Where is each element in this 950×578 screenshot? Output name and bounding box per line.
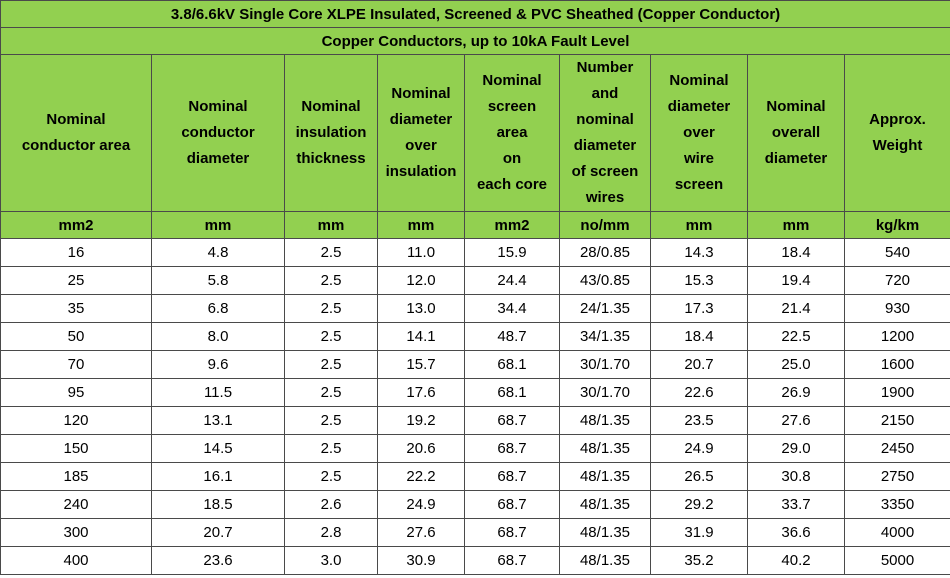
table-cell: 68.7 [465, 435, 560, 463]
table-cell: 20.7 [651, 351, 748, 379]
column-header-line: Nominal [188, 98, 248, 115]
table-cell: 4000 [845, 519, 950, 547]
unit-cell: mm [378, 212, 465, 239]
unit-cell: mm [651, 212, 748, 239]
table-cell: 3.0 [285, 547, 378, 575]
table-cell: 930 [845, 295, 950, 323]
unit-cell: mm [285, 212, 378, 239]
table-cell: 8.0 [152, 323, 285, 351]
table-cell: 2.5 [285, 239, 378, 267]
table-cell: 14.5 [152, 435, 285, 463]
table-cell: 13.1 [152, 407, 285, 435]
table-cell: 19.2 [378, 407, 465, 435]
table-title: 3.8/6.6kV Single Core XLPE Insulated, Screened & PVC Sheathed (Copper Conductor) [1, 1, 950, 28]
table-cell: 26.9 [748, 379, 845, 407]
table-cell: 1900 [845, 379, 950, 407]
column-header-line: Nominal [766, 98, 826, 115]
column-header-line: each core [476, 176, 548, 193]
column-header-line: Nominal [46, 111, 106, 128]
table-cell: 24.4 [465, 267, 560, 295]
column-header [152, 55, 285, 212]
table-cell: 15.7 [378, 351, 465, 379]
table-cell: 15.3 [651, 267, 748, 295]
table-cell: 34/1.35 [560, 323, 651, 351]
table-cell: 68.7 [465, 463, 560, 491]
table-cell: 30.8 [748, 463, 845, 491]
table-cell: 30/1.70 [560, 351, 651, 379]
table-cell: 18.5 [152, 491, 285, 519]
table-cell: 68.7 [465, 491, 560, 519]
column-header-line: area [496, 124, 528, 141]
table-row [1, 351, 950, 379]
column-header [560, 55, 651, 212]
table-cell: 17.3 [651, 295, 748, 323]
table-cell: 48/1.35 [560, 435, 651, 463]
table-cell: 540 [845, 239, 950, 267]
column-header-row [1, 55, 950, 212]
table-cell: 5.8 [152, 267, 285, 295]
table-cell: 2.5 [285, 295, 378, 323]
table-cell: 13.0 [378, 295, 465, 323]
table-cell: 120 [1, 407, 152, 435]
unit-cell: kg/km [845, 212, 950, 239]
table-cell: 1600 [845, 351, 950, 379]
table-cell: 16 [1, 239, 152, 267]
column-header [285, 55, 378, 212]
column-header-line: Nominal [391, 85, 451, 102]
table-cell: 2750 [845, 463, 950, 491]
table-cell: 27.6 [378, 519, 465, 547]
table-cell: 68.7 [465, 407, 560, 435]
table-cell: 29.0 [748, 435, 845, 463]
table-cell: 2.5 [285, 267, 378, 295]
table-cell: 2.5 [285, 463, 378, 491]
table-cell: 14.1 [378, 323, 465, 351]
column-header-line: diameter [764, 150, 828, 167]
column-header-line: screen [487, 98, 537, 115]
column-header-line: Approx. [869, 111, 926, 128]
table-row [1, 435, 950, 463]
table-row [1, 323, 950, 351]
column-header-line: over [683, 124, 715, 141]
table-cell: 20.6 [378, 435, 465, 463]
table-row [1, 463, 950, 491]
table-cell: 1200 [845, 323, 950, 351]
table-cell: 11.0 [378, 239, 465, 267]
table-subtitle: Copper Conductors, up to 10kA Fault Level [1, 28, 950, 55]
unit-row [1, 212, 950, 239]
table-cell: 48/1.35 [560, 407, 651, 435]
table-cell: 30.9 [378, 547, 465, 575]
table-cell: 18.4 [748, 239, 845, 267]
unit-cell: mm2 [465, 212, 560, 239]
column-header-line: Number [576, 59, 634, 76]
table-cell: 40.2 [748, 547, 845, 575]
column-header-line: diameter [667, 98, 731, 115]
table-cell: 300 [1, 519, 152, 547]
column-header [378, 55, 465, 212]
table-cell: 95 [1, 379, 152, 407]
table-row [1, 491, 950, 519]
column-header-line: over [405, 137, 437, 154]
table-row [1, 379, 950, 407]
table-cell: 70 [1, 351, 152, 379]
column-header [748, 55, 845, 212]
table-row [1, 547, 950, 575]
table-cell: 240 [1, 491, 152, 519]
column-header-line: diameter [573, 137, 637, 154]
table-row [1, 295, 950, 323]
column-header-line: insulation [385, 163, 457, 180]
table-cell: 23.6 [152, 547, 285, 575]
unit-cell: mm2 [1, 212, 152, 239]
table-cell: 15.9 [465, 239, 560, 267]
column-header-line: wires [585, 189, 625, 206]
table-cell: 2.5 [285, 435, 378, 463]
column-header [1, 55, 152, 212]
column-header-line: diameter [186, 150, 250, 167]
column-header-line: wire [683, 150, 714, 167]
table-cell: 5000 [845, 547, 950, 575]
table-cell: 33.7 [748, 491, 845, 519]
column-header-line: Weight [872, 137, 923, 154]
table-cell: 35.2 [651, 547, 748, 575]
table-cell: 24/1.35 [560, 295, 651, 323]
column-header-line: Nominal [301, 98, 361, 115]
column-header-line: of screen [571, 163, 639, 180]
table-cell: 25.0 [748, 351, 845, 379]
table-cell: 2.8 [285, 519, 378, 547]
table-cell: 9.6 [152, 351, 285, 379]
table-cell: 16.1 [152, 463, 285, 491]
table-cell: 150 [1, 435, 152, 463]
table-cell: 3350 [845, 491, 950, 519]
table-cell: 36.6 [748, 519, 845, 547]
column-header-line: overall [771, 124, 821, 141]
table-cell: 48/1.35 [560, 463, 651, 491]
column-header-line: conductor area [21, 137, 131, 154]
table-cell: 17.6 [378, 379, 465, 407]
table-cell: 24.9 [651, 435, 748, 463]
table-cell: 22.6 [651, 379, 748, 407]
table-cell: 20.7 [152, 519, 285, 547]
column-header [651, 55, 748, 212]
table-row [1, 519, 950, 547]
table-cell: 68.7 [465, 519, 560, 547]
table-cell: 29.2 [651, 491, 748, 519]
table-cell: 400 [1, 547, 152, 575]
table-cell: 68.1 [465, 351, 560, 379]
column-header-line: thickness [296, 150, 366, 167]
table-cell: 2150 [845, 407, 950, 435]
column-header-line: and [591, 85, 619, 102]
table-cell: 48.7 [465, 323, 560, 351]
table-cell: 34.4 [465, 295, 560, 323]
table-cell: 68.7 [465, 547, 560, 575]
table-body [1, 239, 950, 575]
table-cell: 6.8 [152, 295, 285, 323]
unit-cell: mm [748, 212, 845, 239]
table-cell: 2450 [845, 435, 950, 463]
table-cell: 2.5 [285, 407, 378, 435]
table-cell: 720 [845, 267, 950, 295]
column-header [845, 55, 950, 212]
table-cell: 185 [1, 463, 152, 491]
table-cell: 27.6 [748, 407, 845, 435]
table-cell: 19.4 [748, 267, 845, 295]
table-cell: 48/1.35 [560, 519, 651, 547]
table-cell: 30/1.70 [560, 379, 651, 407]
table-cell: 35 [1, 295, 152, 323]
column-header-line: on [502, 150, 522, 167]
table-cell: 48/1.35 [560, 491, 651, 519]
table-cell: 18.4 [651, 323, 748, 351]
table-row [1, 407, 950, 435]
table-cell: 22.2 [378, 463, 465, 491]
table-cell: 21.4 [748, 295, 845, 323]
column-header-line: screen [674, 176, 724, 193]
column-header-line: insulation [295, 124, 367, 141]
column-header-line: diameter [389, 111, 453, 128]
column-header [465, 55, 560, 212]
table-cell: 43/0.85 [560, 267, 651, 295]
table-cell: 12.0 [378, 267, 465, 295]
table-cell: 50 [1, 323, 152, 351]
table-cell: 68.1 [465, 379, 560, 407]
table-cell: 2.6 [285, 491, 378, 519]
table-cell: 48/1.35 [560, 547, 651, 575]
table-cell: 26.5 [651, 463, 748, 491]
table-cell: 2.5 [285, 351, 378, 379]
table-cell: 28/0.85 [560, 239, 651, 267]
table-cell: 23.5 [651, 407, 748, 435]
table-cell: 14.3 [651, 239, 748, 267]
table-cell: 2.5 [285, 323, 378, 351]
column-header-line: nominal [576, 111, 634, 128]
table-cell: 2.5 [285, 379, 378, 407]
column-header-line: Nominal [482, 72, 542, 89]
column-header-line: Nominal [669, 72, 729, 89]
table-cell: 24.9 [378, 491, 465, 519]
table-row [1, 267, 950, 295]
table-cell: 11.5 [152, 379, 285, 407]
table-cell: 4.8 [152, 239, 285, 267]
table-cell: 25 [1, 267, 152, 295]
table-cell: 31.9 [651, 519, 748, 547]
table-cell: 22.5 [748, 323, 845, 351]
table-row [1, 239, 950, 267]
unit-cell: mm [152, 212, 285, 239]
unit-cell: no/mm [560, 212, 651, 239]
column-header-line: conductor [181, 124, 255, 141]
